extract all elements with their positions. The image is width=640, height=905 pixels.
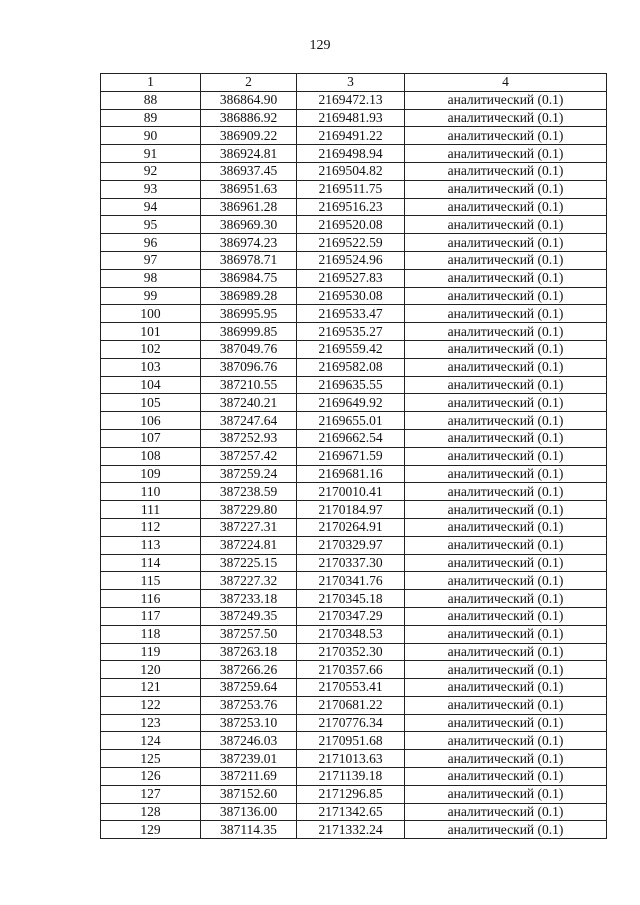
x-coordinate-cell: 387227.32: [201, 572, 297, 590]
method-cell: аналитический (0.1): [405, 198, 607, 216]
method-cell: аналитический (0.1): [405, 394, 607, 412]
table-row: [101, 216, 607, 234]
method-cell: аналитический (0.1): [405, 821, 607, 839]
x-coordinate-cell: 386909.22: [201, 127, 297, 145]
table-row: [101, 287, 607, 305]
table-row: [101, 323, 607, 341]
y-coordinate-cell: 2169522.59: [297, 234, 405, 252]
x-coordinate-cell: 387211.69: [201, 768, 297, 786]
method-cell: аналитический (0.1): [405, 750, 607, 768]
table-row: [101, 127, 607, 145]
x-coordinate-cell: 387263.18: [201, 643, 297, 661]
point-number-cell: 91: [101, 145, 201, 163]
method-cell: аналитический (0.1): [405, 465, 607, 483]
x-coordinate-cell: 386984.75: [201, 269, 297, 287]
y-coordinate-cell: 2170951.68: [297, 732, 405, 750]
y-coordinate-cell: 2169655.01: [297, 412, 405, 430]
y-coordinate-cell: 2169472.13: [297, 91, 405, 109]
y-coordinate-cell: 2169527.83: [297, 269, 405, 287]
point-number-cell: 100: [101, 305, 201, 323]
method-cell: аналитический (0.1): [405, 803, 607, 821]
method-cell: аналитический (0.1): [405, 216, 607, 234]
page-number: 129: [309, 38, 331, 53]
method-cell: аналитический (0.1): [405, 661, 607, 679]
x-coordinate-cell: 387229.80: [201, 501, 297, 519]
point-number-cell: 118: [101, 625, 201, 643]
y-coordinate-cell: 2171342.65: [297, 803, 405, 821]
x-coordinate-cell: 386978.71: [201, 251, 297, 269]
method-cell: аналитический (0.1): [405, 536, 607, 554]
table-row: [101, 198, 607, 216]
point-number-cell: 106: [101, 412, 201, 430]
point-number-cell: 123: [101, 714, 201, 732]
method-cell: аналитический (0.1): [405, 287, 607, 305]
point-number-cell: 122: [101, 696, 201, 714]
x-coordinate-cell: 386969.30: [201, 216, 297, 234]
method-cell: аналитический (0.1): [405, 323, 607, 341]
method-cell: аналитический (0.1): [405, 180, 607, 198]
table-row: [101, 714, 607, 732]
y-coordinate-cell: 2170337.30: [297, 554, 405, 572]
x-coordinate-cell: 386995.95: [201, 305, 297, 323]
x-coordinate-cell: 387238.59: [201, 483, 297, 501]
x-coordinate-cell: 387096.76: [201, 358, 297, 376]
x-coordinate-cell: 386864.90: [201, 91, 297, 109]
method-cell: аналитический (0.1): [405, 714, 607, 732]
x-coordinate-cell: 387049.76: [201, 340, 297, 358]
method-cell: аналитический (0.1): [405, 358, 607, 376]
point-number-cell: 129: [101, 821, 201, 839]
method-cell: аналитический (0.1): [405, 412, 607, 430]
table-row: [101, 376, 607, 394]
y-coordinate-cell: 2169498.94: [297, 145, 405, 163]
point-number-cell: 121: [101, 679, 201, 697]
point-number-cell: 88: [101, 91, 201, 109]
table-row: [101, 732, 607, 750]
x-coordinate-cell: 387259.24: [201, 465, 297, 483]
header-cell-4: 4: [405, 74, 607, 92]
point-number-cell: 110: [101, 483, 201, 501]
y-coordinate-cell: 2170329.97: [297, 536, 405, 554]
coordinates-table: [100, 73, 607, 839]
y-coordinate-cell: 2171139.18: [297, 768, 405, 786]
table-row: [101, 679, 607, 697]
x-coordinate-cell: 387257.50: [201, 625, 297, 643]
table-row: [101, 251, 607, 269]
x-coordinate-cell: 386989.28: [201, 287, 297, 305]
x-coordinate-cell: 387225.15: [201, 554, 297, 572]
x-coordinate-cell: 387253.76: [201, 696, 297, 714]
x-coordinate-cell: 387136.00: [201, 803, 297, 821]
x-coordinate-cell: 386961.28: [201, 198, 297, 216]
table-row: [101, 358, 607, 376]
table-row: [101, 305, 607, 323]
y-coordinate-cell: 2170184.97: [297, 501, 405, 519]
method-cell: аналитический (0.1): [405, 518, 607, 536]
y-coordinate-cell: 2170357.66: [297, 661, 405, 679]
point-number-cell: 117: [101, 607, 201, 625]
table-row: [101, 483, 607, 501]
y-coordinate-cell: 2169635.55: [297, 376, 405, 394]
table-row: [101, 180, 607, 198]
point-number-cell: 97: [101, 251, 201, 269]
x-coordinate-cell: 386999.85: [201, 323, 297, 341]
y-coordinate-cell: 2171296.85: [297, 785, 405, 803]
point-number-cell: 111: [101, 501, 201, 519]
x-coordinate-cell: 387252.93: [201, 429, 297, 447]
y-coordinate-cell: 2170345.18: [297, 590, 405, 608]
method-cell: аналитический (0.1): [405, 483, 607, 501]
method-cell: аналитический (0.1): [405, 643, 607, 661]
point-number-cell: 98: [101, 269, 201, 287]
y-coordinate-cell: 2169491.22: [297, 127, 405, 145]
table-row: [101, 554, 607, 572]
table-row: [101, 340, 607, 358]
table-row: [101, 234, 607, 252]
method-cell: аналитический (0.1): [405, 340, 607, 358]
point-number-cell: 127: [101, 785, 201, 803]
table-row: [101, 518, 607, 536]
method-cell: аналитический (0.1): [405, 145, 607, 163]
table-body: [101, 91, 607, 838]
table-row: [101, 536, 607, 554]
table-row: [101, 643, 607, 661]
y-coordinate-cell: 2169662.54: [297, 429, 405, 447]
x-coordinate-cell: 387266.26: [201, 661, 297, 679]
table-row: [101, 429, 607, 447]
table-row: [101, 394, 607, 412]
x-coordinate-cell: 387210.55: [201, 376, 297, 394]
method-cell: аналитический (0.1): [405, 501, 607, 519]
table-row: [101, 269, 607, 287]
point-number-cell: 113: [101, 536, 201, 554]
method-cell: аналитический (0.1): [405, 162, 607, 180]
y-coordinate-cell: 2170681.22: [297, 696, 405, 714]
x-coordinate-cell: 387152.60: [201, 785, 297, 803]
method-cell: аналитический (0.1): [405, 269, 607, 287]
method-cell: аналитический (0.1): [405, 572, 607, 590]
method-cell: аналитический (0.1): [405, 447, 607, 465]
header-cell-3: 3: [297, 74, 405, 92]
table-row: [101, 412, 607, 430]
y-coordinate-cell: 2169530.08: [297, 287, 405, 305]
point-number-cell: 119: [101, 643, 201, 661]
x-coordinate-cell: 386951.63: [201, 180, 297, 198]
table-row: [101, 145, 607, 163]
point-number-cell: 115: [101, 572, 201, 590]
table-row: [101, 501, 607, 519]
x-coordinate-cell: 387227.31: [201, 518, 297, 536]
x-coordinate-cell: 387224.81: [201, 536, 297, 554]
point-number-cell: 99: [101, 287, 201, 305]
method-cell: аналитический (0.1): [405, 732, 607, 750]
method-cell: аналитический (0.1): [405, 127, 607, 145]
y-coordinate-cell: 2169671.59: [297, 447, 405, 465]
table-row: [101, 447, 607, 465]
point-number-cell: 101: [101, 323, 201, 341]
x-coordinate-cell: 387249.35: [201, 607, 297, 625]
point-number-cell: 120: [101, 661, 201, 679]
point-number-cell: 128: [101, 803, 201, 821]
y-coordinate-cell: 2170010.41: [297, 483, 405, 501]
x-coordinate-cell: 387259.64: [201, 679, 297, 697]
point-number-cell: 94: [101, 198, 201, 216]
table-header: [101, 74, 607, 92]
x-coordinate-cell: 387233.18: [201, 590, 297, 608]
y-coordinate-cell: 2169511.75: [297, 180, 405, 198]
method-cell: аналитический (0.1): [405, 768, 607, 786]
x-coordinate-cell: 387257.42: [201, 447, 297, 465]
point-number-cell: 89: [101, 109, 201, 127]
x-coordinate-cell: 387246.03: [201, 732, 297, 750]
x-coordinate-cell: 387253.10: [201, 714, 297, 732]
point-number-cell: 105: [101, 394, 201, 412]
y-coordinate-cell: 2169535.27: [297, 323, 405, 341]
point-number-cell: 126: [101, 768, 201, 786]
x-coordinate-cell: 387239.01: [201, 750, 297, 768]
x-coordinate-cell: 386924.81: [201, 145, 297, 163]
y-coordinate-cell: 2169516.23: [297, 198, 405, 216]
table-row: [101, 821, 607, 839]
table-row: [101, 162, 607, 180]
table-row: [101, 109, 607, 127]
y-coordinate-cell: 2169524.96: [297, 251, 405, 269]
point-number-cell: 107: [101, 429, 201, 447]
y-coordinate-cell: 2170341.76: [297, 572, 405, 590]
y-coordinate-cell: 2170347.29: [297, 607, 405, 625]
point-number-cell: 92: [101, 162, 201, 180]
method-cell: аналитический (0.1): [405, 91, 607, 109]
table-row: [101, 768, 607, 786]
table-row: [101, 625, 607, 643]
y-coordinate-cell: 2169559.42: [297, 340, 405, 358]
method-cell: аналитический (0.1): [405, 305, 607, 323]
method-cell: аналитический (0.1): [405, 429, 607, 447]
table-row: [101, 661, 607, 679]
point-number-cell: 125: [101, 750, 201, 768]
point-number-cell: 114: [101, 554, 201, 572]
method-cell: аналитический (0.1): [405, 696, 607, 714]
y-coordinate-cell: 2170553.41: [297, 679, 405, 697]
method-cell: аналитический (0.1): [405, 109, 607, 127]
y-coordinate-cell: 2170776.34: [297, 714, 405, 732]
x-coordinate-cell: 386886.92: [201, 109, 297, 127]
x-coordinate-cell: 387247.64: [201, 412, 297, 430]
y-coordinate-cell: 2169582.08: [297, 358, 405, 376]
point-number-cell: 95: [101, 216, 201, 234]
y-coordinate-cell: 2169520.08: [297, 216, 405, 234]
table-row: [101, 465, 607, 483]
point-number-cell: 116: [101, 590, 201, 608]
table-row: [101, 750, 607, 768]
point-number-cell: 108: [101, 447, 201, 465]
x-coordinate-cell: 387240.21: [201, 394, 297, 412]
table-row: [101, 696, 607, 714]
y-coordinate-cell: 2171013.63: [297, 750, 405, 768]
point-number-cell: 96: [101, 234, 201, 252]
point-number-cell: 90: [101, 127, 201, 145]
table-row: [101, 572, 607, 590]
method-cell: аналитический (0.1): [405, 554, 607, 572]
x-coordinate-cell: 386974.23: [201, 234, 297, 252]
point-number-cell: 112: [101, 518, 201, 536]
table-row: [101, 785, 607, 803]
point-number-cell: 102: [101, 340, 201, 358]
point-number-cell: 104: [101, 376, 201, 394]
y-coordinate-cell: 2169681.16: [297, 465, 405, 483]
table-row: [101, 803, 607, 821]
method-cell: аналитический (0.1): [405, 679, 607, 697]
y-coordinate-cell: 2170352.30: [297, 643, 405, 661]
method-cell: аналитический (0.1): [405, 234, 607, 252]
method-cell: аналитический (0.1): [405, 625, 607, 643]
table-row: [101, 590, 607, 608]
header-row: [101, 74, 607, 92]
point-number-cell: 124: [101, 732, 201, 750]
point-number-cell: 109: [101, 465, 201, 483]
y-coordinate-cell: 2169533.47: [297, 305, 405, 323]
y-coordinate-cell: 2169481.93: [297, 109, 405, 127]
x-coordinate-cell: 387114.35: [201, 821, 297, 839]
y-coordinate-cell: 2171332.24: [297, 821, 405, 839]
header-cell-1: 1: [101, 74, 201, 92]
table-row: [101, 607, 607, 625]
header-cell-2: 2: [201, 74, 297, 92]
table-row: [101, 91, 607, 109]
method-cell: аналитический (0.1): [405, 251, 607, 269]
method-cell: аналитический (0.1): [405, 376, 607, 394]
y-coordinate-cell: 2170348.53: [297, 625, 405, 643]
method-cell: аналитический (0.1): [405, 785, 607, 803]
y-coordinate-cell: 2169504.82: [297, 162, 405, 180]
point-number-cell: 93: [101, 180, 201, 198]
x-coordinate-cell: 386937.45: [201, 162, 297, 180]
method-cell: аналитический (0.1): [405, 607, 607, 625]
y-coordinate-cell: 2169649.92: [297, 394, 405, 412]
y-coordinate-cell: 2170264.91: [297, 518, 405, 536]
method-cell: аналитический (0.1): [405, 590, 607, 608]
point-number-cell: 103: [101, 358, 201, 376]
